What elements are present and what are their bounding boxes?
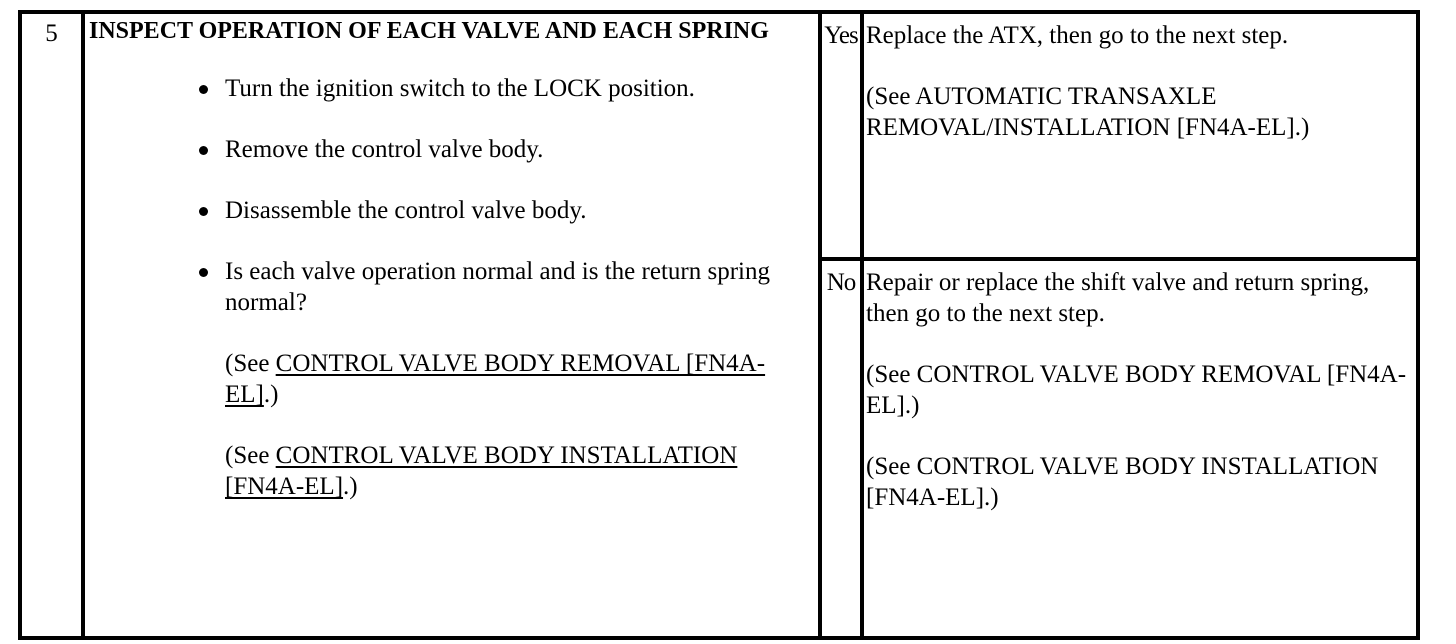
inspection-bullet-list [89, 73, 810, 502]
bullet-text: Turn the ignition switch to the LOCK position. [225, 75, 695, 102]
control-valve-body-removal-link[interactable]: CONTROL VALVE BODY REMOVAL [FN4A-EL] [225, 350, 766, 408]
bullet-text: Disassemble the control valve body. [225, 197, 587, 224]
reference-suffix: .) [263, 381, 279, 408]
diagnostic-step-table [18, 10, 1420, 640]
action-yes-cell [862, 12, 1418, 259]
step-number: 5 [45, 20, 58, 47]
step-heading: INSPECT OPERATION OF EACH VALVE AND EACH SPRING [89, 18, 769, 44]
list-item [195, 195, 810, 226]
reference-prefix: (See [225, 350, 276, 377]
step-number-cell [20, 12, 83, 638]
no-reference-removal-text: (See CONTROL VALVE BODY REMOVAL [FN4A-EL].) [866, 361, 1407, 419]
list-item [195, 256, 810, 502]
reference-removal [225, 348, 810, 410]
bullet-text: Is each valve operation normal and is the return spring normal? [225, 258, 770, 316]
reference-prefix: (See [225, 442, 276, 469]
table-row [20, 12, 1418, 259]
answer-no-cell [820, 259, 862, 638]
action-no-cell [862, 259, 1418, 638]
control-valve-body-installation-link[interactable]: CONTROL VALVE BODY INSTALLATION [FN4A-EL] [225, 442, 738, 500]
answer-yes-cell [820, 12, 862, 259]
list-item [195, 73, 810, 104]
reference-installation [225, 440, 810, 502]
inspection-cell [83, 12, 820, 638]
no-action-text: Repair or replace the shift valve and return spring, then go to the next step. [866, 269, 1370, 327]
list-item [195, 134, 810, 165]
yes-reference-text: (See AUTOMATIC TRANSAXLE REMOVAL/INSTALLATION [FN4A-EL].) [866, 83, 1310, 141]
no-reference-installation-text: (See CONTROL VALVE BODY INSTALLATION [FN4A-EL].) [866, 453, 1379, 511]
answer-yes-label: Yes [824, 22, 858, 49]
answer-no-label: No [826, 269, 856, 296]
yes-action-text: Replace the ATX, then go to the next step. [866, 22, 1289, 49]
bullet-text: Remove the control valve body. [225, 136, 544, 163]
reference-suffix: .) [343, 473, 358, 500]
